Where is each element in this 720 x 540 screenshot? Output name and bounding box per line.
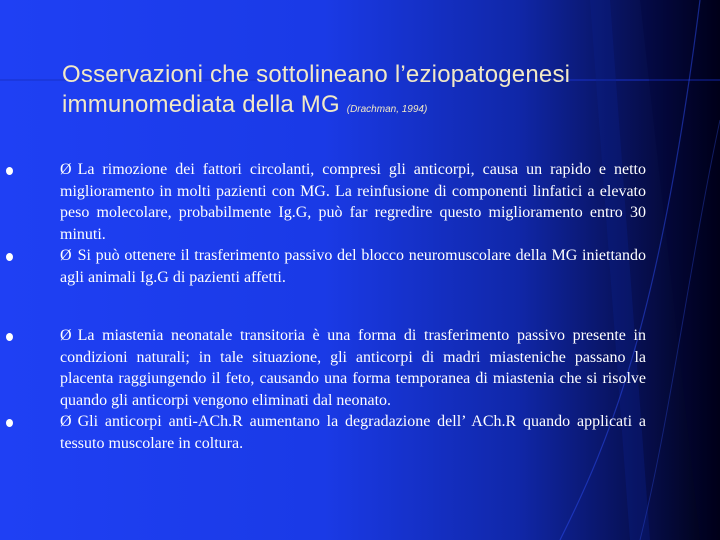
title-line-2	[62, 90, 662, 125]
title-line-2-text: immunomediata della MG	[62, 91, 340, 118]
bullet-text-2: Si può ottenere il trasferimento passivo del blocco neuromuscolare della MG iniettando agli animali Ig.G di pazienti affetti.	[60, 247, 646, 286]
arrow-marker-icon: Ø	[60, 413, 72, 430]
bullet-item-3	[60, 325, 646, 411]
bullet-text-3: La miastenia neonatale transitoria è una forma di trasferimento passivo presente in condizioni naturali; in tale situazione, gli anticorpi di madri miasteniche passano la placenta raggiungendo il feto, causando una forma temporanea di miastenia che si risolve quando gli anticorpi vengono eliminati dal neonato.	[60, 327, 646, 409]
bullet-item-1	[60, 159, 646, 245]
bullet-text-4: Gli anticorpi anti-ACh.R aumentano la degradazione dell’ ACh.R quando applicati a tessuto muscolare in coltura.	[60, 413, 646, 452]
arrow-marker-icon: Ø	[60, 161, 72, 178]
bullet-dot-icon	[6, 167, 13, 175]
title-line-1: Osservazioni che sottolineano l’eziopatogenesi	[62, 61, 571, 88]
bullet-group-2	[60, 325, 646, 454]
bullet-text-1: La rimozione dei fattori circolanti, compresi gli anticorpi, causa un rapido e netto miglioramento in molti pazienti con MG. La reinfusione di componenti linfatici a elevato peso molecolare, probabilmente Ig.G, può far regredire questo miglioramento entro 30 minuti.	[60, 161, 646, 243]
title-citation: (Drachman, 1994)	[346, 104, 428, 115]
bullet-dot-icon	[6, 333, 13, 341]
bullet-item-4	[60, 411, 646, 454]
bullet-dot-icon	[6, 419, 13, 427]
bullet-group-1	[60, 159, 646, 288]
arrow-marker-icon: Ø	[60, 247, 72, 264]
arrow-marker-icon: Ø	[60, 327, 72, 344]
bullet-item-2	[60, 245, 646, 288]
slide-title	[62, 60, 662, 125]
bullet-dot-icon	[6, 253, 13, 261]
